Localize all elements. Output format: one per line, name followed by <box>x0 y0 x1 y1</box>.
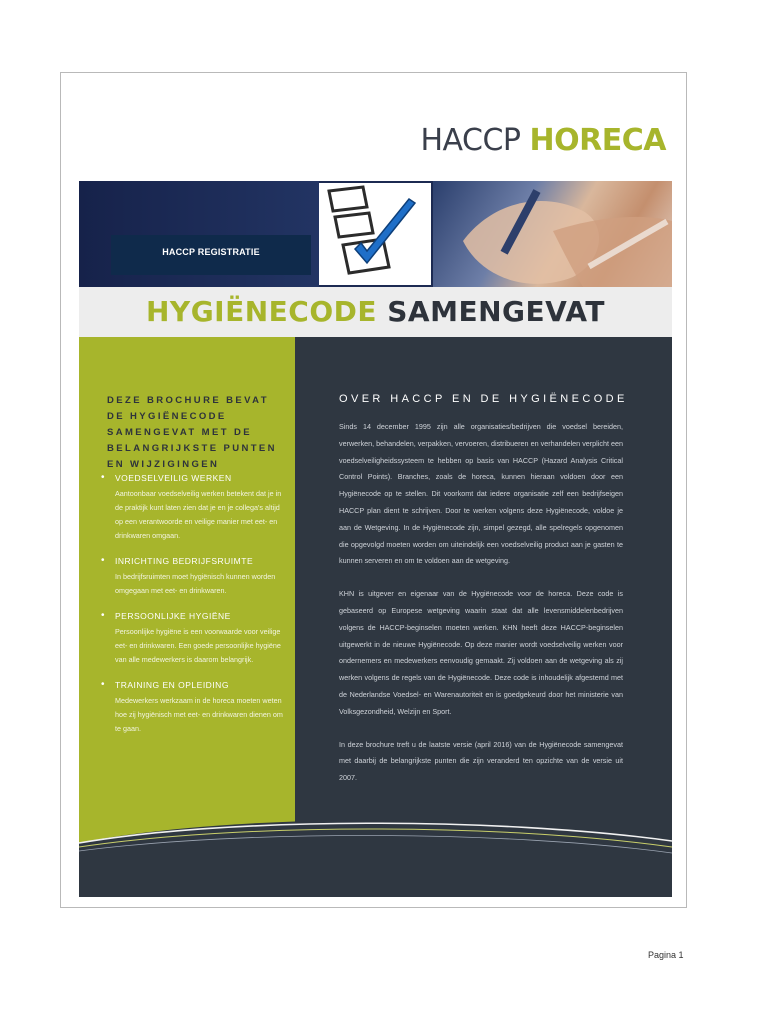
article-body <box>339 419 623 803</box>
checklist-icon <box>319 183 431 285</box>
title-part-samengevat: SAMENGEVAT <box>387 295 605 328</box>
bullet-icon: • <box>101 555 105 566</box>
hand-writing-photo <box>433 181 672 287</box>
article-paragraph: KHN is uitgever en eigenaar van de Hygiënecode voor de horeca. Deze code is gebaseerd op Europese wetgeving waarin staat dat alle levensmiddelenbedrijven volgens de HACCP-beginselen moeten werken. KHN heeft deze HACCP-beginselen uitgewerkt in de nieuwe Hygiënecode. Op deze manier wordt voedselveilig werken voor ondernemers en medewerkers eenvoudig gemaakt. Zij voldoen aan de wetgeving als zij werken volgens de regels van de Hygiënecode. Deze code is inhoudelijk afgestemd met de Nederlandse Voedsel- en Warenautoriteit en is goedgekeurd door het ministerie van Volksgezondheid, Welzijn en Sport. <box>339 589 623 716</box>
registration-label: HACCP REGISTRATIE <box>162 247 260 257</box>
item-text: Persoonlijke hygiëne is een voorwaarde voor veilige eet- en drinkwaren. Een goede persoonlijke hygiëne van alle medewerkers is daarom belangrijk. <box>115 627 281 664</box>
item-text: Aantoonbaar voedselveilig werken betekent dat je in de praktijk kunt laten zien dat je en je collega's altijd op een verantwoorde en veilige manier met eet- en drinkwaren omgaan. <box>115 489 282 540</box>
registration-box <box>111 235 311 275</box>
item-title: PERSOONLIJKE HYGIËNE <box>115 611 231 621</box>
header-banner <box>79 181 672 287</box>
title-part-hygienecode: HYGIËNECODE <box>145 295 378 328</box>
checklist-panel <box>319 183 431 285</box>
list-item <box>101 680 283 736</box>
brand-logo <box>420 123 666 158</box>
left-summary-column <box>79 337 295 889</box>
topic-list <box>101 473 283 749</box>
brand-word-haccp: HACCP <box>420 123 521 158</box>
brand-word-horeca: HORECA <box>529 123 666 158</box>
page-number: Pagina 1 <box>648 950 684 960</box>
decorative-swoosh <box>79 813 672 897</box>
article-paragraph: In deze brochure treft u de laatste versie (april 2016) van de Hygiënecode samengevat met daarbij de belangrijkste punten die zijn veranderd ten opzichte van de versie uit 2007. <box>339 739 623 783</box>
item-title: VOEDSELVEILIG WERKEN <box>115 473 232 483</box>
list-item <box>101 611 283 667</box>
bullet-icon: • <box>101 679 105 690</box>
item-text: In bedrijfsruimten moet hygiënisch kunnen worden omgegaan met eet- en drinkwaren. <box>115 572 276 595</box>
item-text: Medewerkers werkzaam in de horeca moeten weten hoe zij hygiënisch met eet- en drinkwaren dienen om te gaan. <box>115 696 283 733</box>
right-article-column <box>295 337 672 889</box>
bullet-icon: • <box>101 610 105 621</box>
item-title: TRAINING EN OPLEIDING <box>115 680 229 690</box>
article-heading: OVER HACCP EN DE HYGIËNECODE <box>339 393 628 405</box>
page-title <box>79 287 672 337</box>
brochure-lead-text: DEZE BROCHURE BEVAT DE HYGIËNECODE SAMENGEVAT MET DE BELANGRIJKSTE PUNTEN EN WIJZIGINGEN <box>107 395 277 470</box>
item-title: INRICHTING BEDRIJFSRUIMTE <box>115 556 254 566</box>
document-page <box>60 72 687 908</box>
pen-hand-illustration <box>433 181 672 287</box>
list-item <box>101 473 283 543</box>
list-item <box>101 556 283 598</box>
article-paragraph: Sinds 14 december 1995 zijn alle organisaties/bedrijven die voedsel bereiden, verwerken, behandelen, verpakken, vervoeren, distribueren en verhandelen verplicht een voedselveiligheidssysteem te hebben op basis van HACCP (Hazard Analysis Critical Control Points). Branches, zoals de horeca, kunnen hieraan voldoen door een Hygiënecode op te stellen. Dit voorkomt dat iedere organisatie zelf een bedrijfseigen HACCP plan dient te schrijven. Door te werken volgens deze Hygiënecode, voldoe je aan de Wetgeving. In de Hygiënecode zijn, simpel gezegd, alle spelregels opgenomen die opgevolgd moeten worden om uiteindelijk een voedselveilig product aan je gasten te kunnen serveren en om te voldoen aan de wetgeving. <box>339 422 623 566</box>
bullet-icon: • <box>101 472 105 483</box>
